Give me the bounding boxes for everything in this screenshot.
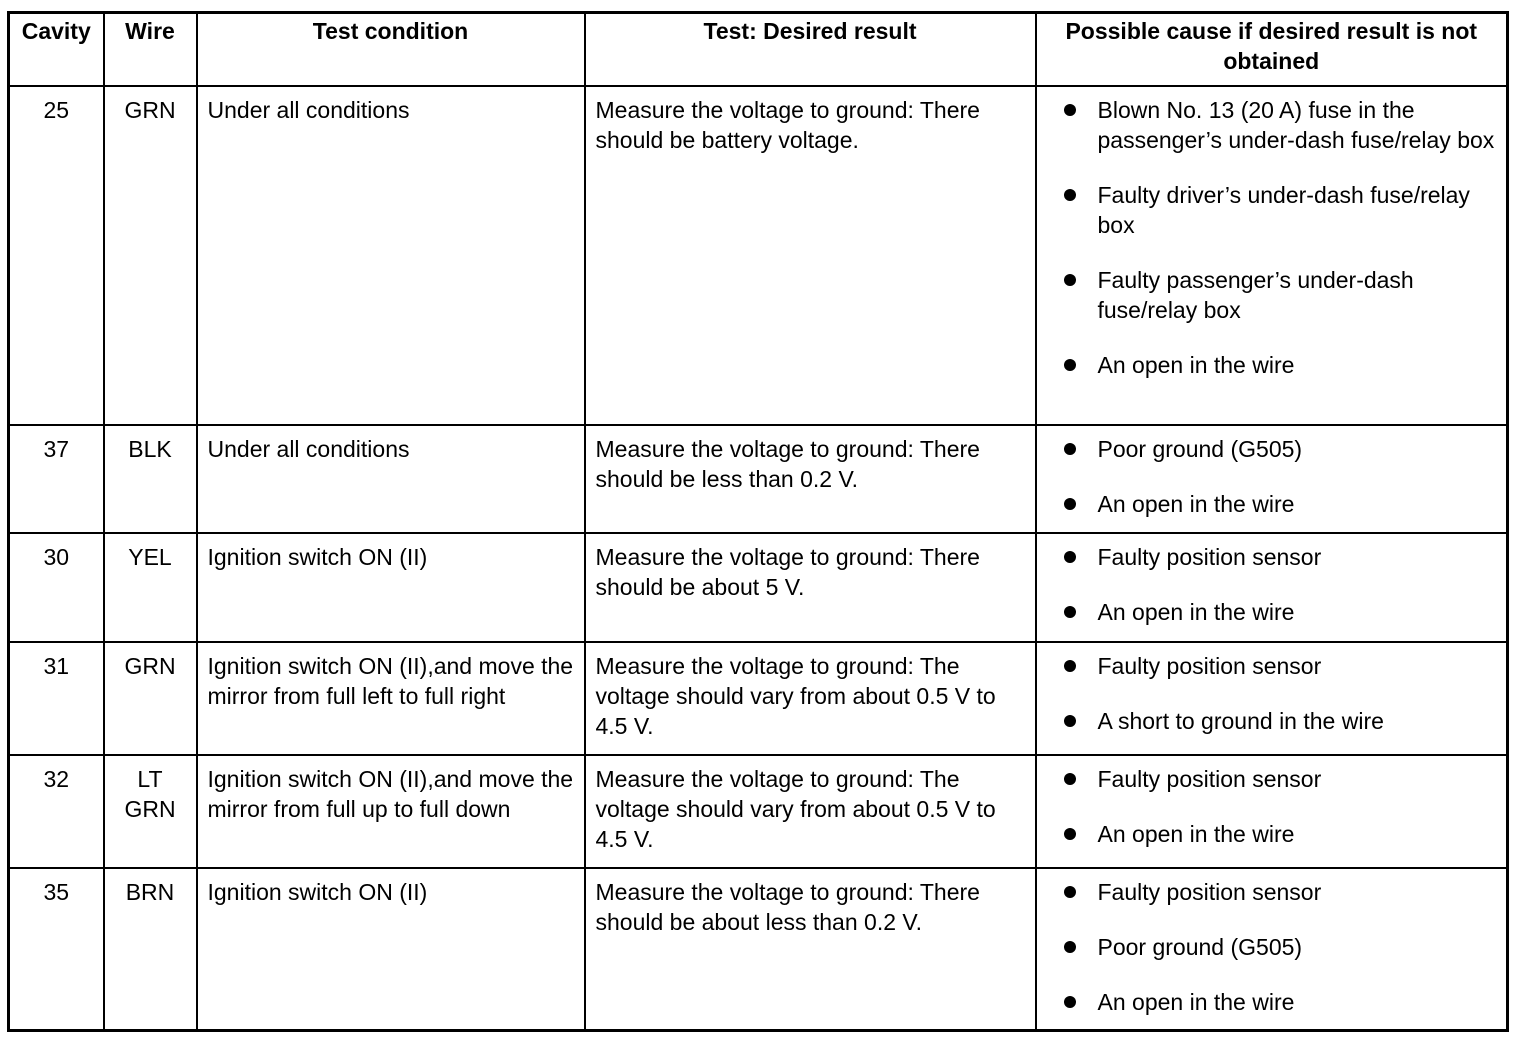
cause-text: An open in the wire (1097, 820, 1295, 847)
cause-list (1057, 651, 1497, 736)
condition-cell: Under all conditions (197, 86, 585, 425)
bullet-icon (1064, 996, 1076, 1008)
cavity-cell: 37 (9, 425, 104, 533)
cause-text: Faulty passenger’s under-dash fuse/relay box (1097, 266, 1414, 323)
list-item (1057, 932, 1497, 962)
condition-cell: Ignition switch ON (II) (197, 868, 585, 1031)
header-row (9, 13, 1508, 86)
list-item (1057, 180, 1497, 240)
bullet-icon (1064, 660, 1076, 672)
bullet-icon (1064, 828, 1076, 840)
wire-cell: YEL (104, 533, 197, 642)
table-row (9, 425, 1508, 533)
result-cell: Measure the voltage to ground: There should be battery voltage. (585, 86, 1036, 425)
bullet-icon (1064, 274, 1076, 286)
cause-text: An open in the wire (1097, 988, 1295, 1015)
bullet-icon (1064, 189, 1076, 201)
bullet-icon (1064, 359, 1076, 371)
result-cell: Measure the voltage to ground: There should be less than 0.2 V. (585, 425, 1036, 533)
list-item (1057, 651, 1497, 681)
bullet-icon (1064, 773, 1076, 785)
cavity-cell: 35 (9, 868, 104, 1031)
wire-cell: BLK (104, 425, 197, 533)
table-row (9, 86, 1508, 425)
list-item (1057, 265, 1497, 325)
cause-cell (1036, 533, 1508, 642)
table-row (9, 533, 1508, 642)
cause-text: A short to ground in the wire (1097, 707, 1384, 734)
list-item (1057, 350, 1497, 380)
cause-text: Faulty position sensor (1097, 765, 1322, 792)
result-cell: Measure the voltage to ground: The voltage should vary from about 0.5 V to 4.5 V. (585, 755, 1036, 868)
wire-cell: GRN (104, 86, 197, 425)
list-item (1057, 819, 1497, 849)
condition-cell: Under all conditions (197, 425, 585, 533)
bullet-icon (1064, 443, 1076, 455)
list-item (1057, 542, 1497, 572)
result-cell: Measure the voltage to ground: There should be about 5 V. (585, 533, 1036, 642)
bullet-icon (1064, 551, 1076, 563)
cause-cell (1036, 425, 1508, 533)
cause-list (1057, 95, 1497, 380)
bullet-icon (1064, 104, 1076, 116)
troubleshooting-table (7, 11, 1509, 1032)
header-cavity: Cavity (9, 13, 104, 86)
header-test-condition: Test condition (197, 13, 585, 86)
table-row (9, 642, 1508, 755)
header-wire: Wire (104, 13, 197, 86)
cause-text: An open in the wire (1097, 598, 1295, 625)
header-possible-cause: Possible cause if desired result is not obtained (1036, 13, 1508, 86)
cause-text: Poor ground (G505) (1097, 933, 1303, 960)
cause-cell (1036, 868, 1508, 1031)
wire-cell: LT GRN (104, 755, 197, 868)
condition-cell: Ignition switch ON (II),and move the mirror from full up to full down (197, 755, 585, 868)
table-row (9, 755, 1508, 868)
cause-text: Blown No. 13 (20 A) fuse in the passenger’s under-dash fuse/relay box (1097, 96, 1495, 153)
bullet-icon (1064, 606, 1076, 618)
wire-cell: GRN (104, 642, 197, 755)
cause-list (1057, 877, 1497, 1017)
result-cell: Measure the voltage to ground: The voltage should vary from about 0.5 V to 4.5 V. (585, 642, 1036, 755)
cause-text: An open in the wire (1097, 351, 1295, 378)
cause-list (1057, 764, 1497, 849)
list-item (1057, 597, 1497, 627)
list-item (1057, 95, 1497, 155)
list-item (1057, 489, 1497, 519)
wire-cell: BRN (104, 868, 197, 1031)
bullet-icon (1064, 715, 1076, 727)
cause-list (1057, 434, 1497, 519)
cavity-cell: 30 (9, 533, 104, 642)
cause-text: Faulty position sensor (1097, 543, 1322, 570)
bullet-icon (1064, 941, 1076, 953)
cause-cell (1036, 86, 1508, 425)
cause-cell (1036, 642, 1508, 755)
cavity-cell: 32 (9, 755, 104, 868)
cavity-cell: 25 (9, 86, 104, 425)
cavity-cell: 31 (9, 642, 104, 755)
list-item (1057, 987, 1497, 1017)
list-item (1057, 706, 1497, 736)
cause-text: Faulty driver’s under-dash fuse/relay box (1097, 181, 1470, 238)
cause-cell (1036, 755, 1508, 868)
cause-text: Faulty position sensor (1097, 878, 1322, 905)
cause-text: Poor ground (G505) (1097, 435, 1303, 462)
list-item (1057, 434, 1497, 464)
list-item (1057, 877, 1497, 907)
condition-cell: Ignition switch ON (II),and move the mirror from full left to full right (197, 642, 585, 755)
list-item (1057, 764, 1497, 794)
cause-text: Faulty position sensor (1097, 652, 1322, 679)
bullet-icon (1064, 498, 1076, 510)
cause-list (1057, 542, 1497, 627)
condition-cell: Ignition switch ON (II) (197, 533, 585, 642)
cause-text: An open in the wire (1097, 490, 1295, 517)
result-cell: Measure the voltage to ground: There should be about less than 0.2 V. (585, 868, 1036, 1031)
bullet-icon (1064, 886, 1076, 898)
header-desired-result: Test: Desired result (585, 13, 1036, 86)
table-row (9, 868, 1508, 1031)
